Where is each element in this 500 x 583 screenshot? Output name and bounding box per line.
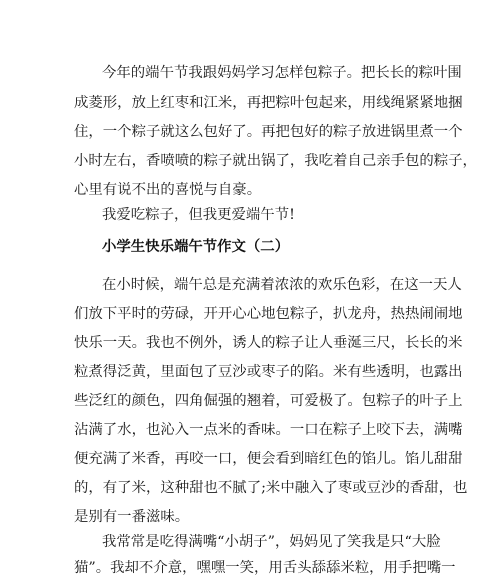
section-heading: 小学生快乐端午节作文（二）	[102, 239, 290, 255]
para1-line-1: 今年的端午节我跟妈妈学习怎样包粽子。把长长的粽叶围	[102, 65, 462, 81]
para3-line-1: 在小时候，端午总是充满着浓浓的欢乐色彩，在这一天人	[102, 277, 462, 293]
para4-line-1: 我常常是吃得满嘴“小胡子”，妈妈见了笑我是只“大脸	[102, 534, 441, 550]
para3-line-3: 快乐一天。我也不例外，诱人的粽子让人垂涎三尺，长长的米	[74, 335, 463, 351]
para3-line-9: 是别有一番滋味。	[74, 509, 190, 525]
para3-line-2: 们放下平时的劳碌，开开心心地包粽子，扒龙舟，热热闹闹地	[74, 306, 463, 322]
para2-line-1: 我爱吃粽子，但我更爱端午节!	[102, 207, 295, 223]
para3-line-5: 些泛红的颜色，四角倔强的翘着，可爱极了。包粽子的叶子上	[74, 393, 463, 409]
para1-line-4: 小时左右，香喷喷的粽子就出锅了，我吃着自己亲手包的粽子，	[74, 153, 477, 169]
para3-line-4: 粒煮得泛黄，里面包了豆沙或枣子的陷。米有些透明，也露出	[74, 364, 463, 380]
para3-line-6: 沾满了水，也沁入一点米的香味。一口在粽子上咬下去，满嘴	[74, 422, 463, 438]
para1-line-5: 心里有说不出的喜悦与自豪。	[74, 182, 262, 198]
para4-line-2: 猫”。我却不介意，嘿嘿一笑，用舌头舔舔米粒，用手把嘴一	[74, 560, 456, 576]
para3-line-8: 的，有了米，这种甜也不腻了;米中融入了枣或豆沙的香甜，也	[74, 480, 468, 496]
para3-line-7: 便充满了米香，再咬一口，便会看到暗红色的馅儿。馅儿甜甜	[74, 451, 463, 467]
para1-line-3: 住，一个粽子就这么包好了。再把包好的粽子放进锅里煮一个	[74, 124, 463, 140]
para1-line-2: 成菱形，放上红枣和江米，再把粽叶包起来，用线绳紧紧地捆	[74, 95, 463, 111]
